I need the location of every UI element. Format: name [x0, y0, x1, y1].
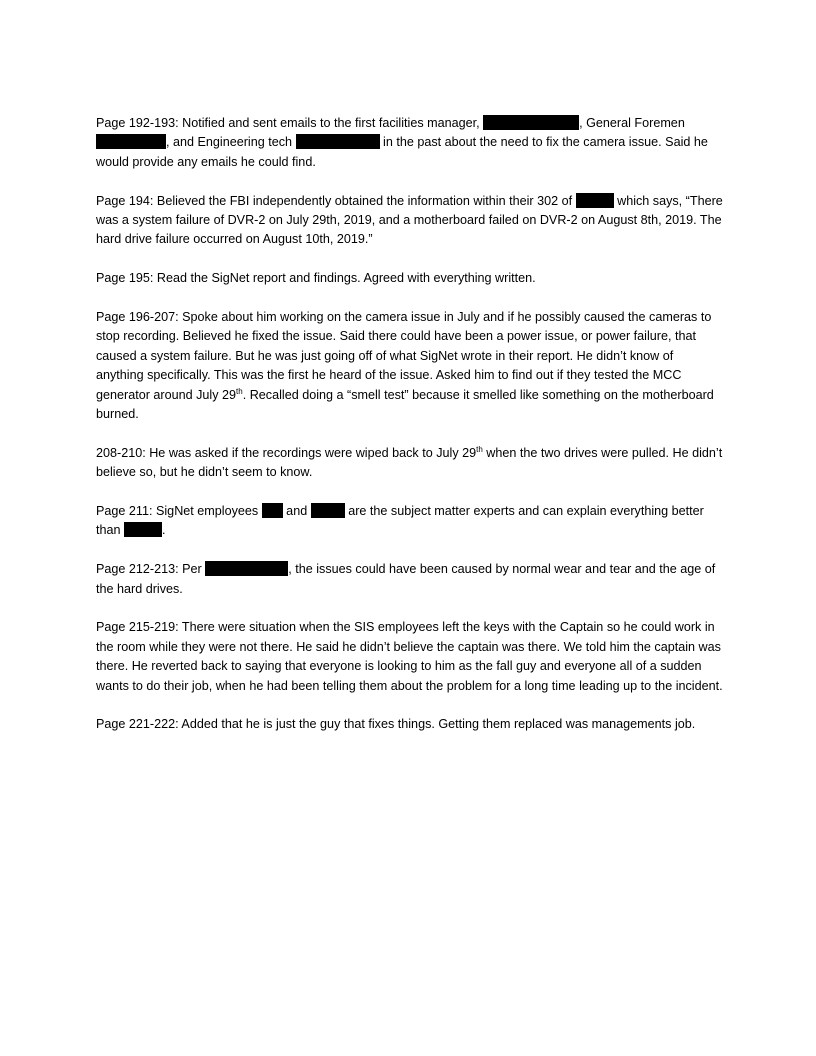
redaction-box	[205, 561, 288, 576]
paragraph	[96, 114, 724, 172]
paragraph-text: in the past about the need to fix the camera issue. Said he would provide any emails he could find.	[96, 135, 708, 169]
paragraph-text: Page 195: Read the SigNet report and findings. Agreed with everything written.	[96, 271, 536, 286]
paragraph	[96, 502, 724, 541]
paragraph-text: . Recalled doing a “smell test” because it smelled like something on the motherboard burned.	[96, 387, 714, 422]
paragraph	[96, 269, 724, 288]
paragraph-text: Page 221-222: Added that he is just the guy that fixes things. Getting them replaced was managements job.	[96, 717, 696, 732]
redaction-box	[311, 503, 345, 518]
paragraph	[96, 715, 724, 734]
redaction-box	[483, 115, 579, 130]
paragraph	[96, 444, 724, 483]
paragraph	[96, 308, 724, 424]
paragraph-text: , the issues could have been caused by normal wear and tear and the age of the hard drives.	[96, 562, 716, 596]
paragraph-text: 208-210: He was asked if the recordings were wiped back to July 29	[96, 445, 477, 460]
paragraph-text: Page 212-213: Per	[96, 562, 206, 577]
document-body	[96, 114, 724, 754]
redaction-box	[124, 522, 162, 537]
paragraph-text: Page 196-207: Spoke about him working on the camera issue in July and if he possibly caused the cameras to stop recording. Believed he fixed the issue. Said there could have been a power issue, or power failure, that caused a system failure. But he was just going off of what SigNet wrote in their report. He didn’t know of anything specifically. This was the first he heard of the issue. Asked him to find out if they tested the MCC generator around July 29	[96, 310, 712, 402]
paragraph-text: Page 215-219: There were situation when the SIS employees left the keys with the Captain so he could work in the room while they were not there. He said he didn’t believe the captain was there. We told him the captain was there. He reverted back to saying that everyone is looking to him as the fall guy and everyone all of a sudden wants to do their job, when he had been telling them about the problem for a long time leading up to the incident.	[96, 620, 723, 693]
paragraph	[96, 618, 724, 696]
paragraph	[96, 192, 724, 250]
paragraph-text: Page 211: SigNet employees	[96, 504, 262, 519]
ordinal-suffix: th	[476, 444, 483, 454]
paragraph-text: are the subject matter experts and can explain everything better than	[96, 504, 704, 538]
redaction-box	[262, 503, 283, 518]
paragraph-text: Page 192-193: Notified and sent emails to the first facilities manager,	[96, 116, 484, 130]
redaction-box	[96, 134, 166, 149]
paragraph	[96, 560, 724, 599]
paragraph-text: which says, “There was a system failure of DVR-2 on July 29th, 2019, and a motherboard failed on DVR-2 on August 8th, 2019. The hard drive failure occurred on August 10th, 2019.”	[96, 193, 723, 247]
paragraph-text: Page 194: Believed the FBI independently obtained the information within their 302 of	[96, 193, 576, 208]
paragraph-text: and	[282, 504, 311, 519]
redaction-box	[576, 193, 614, 208]
paragraph-text: when the two drives were pulled. He didn’t believe so, but he didn’t seem to know.	[96, 445, 723, 480]
paragraph-text: , and Engineering tech	[166, 135, 296, 150]
redaction-box	[296, 134, 380, 149]
paragraph-text: .	[162, 523, 166, 538]
paragraph-text: , General Foremen	[579, 116, 685, 130]
ordinal-suffix: th	[236, 386, 243, 396]
